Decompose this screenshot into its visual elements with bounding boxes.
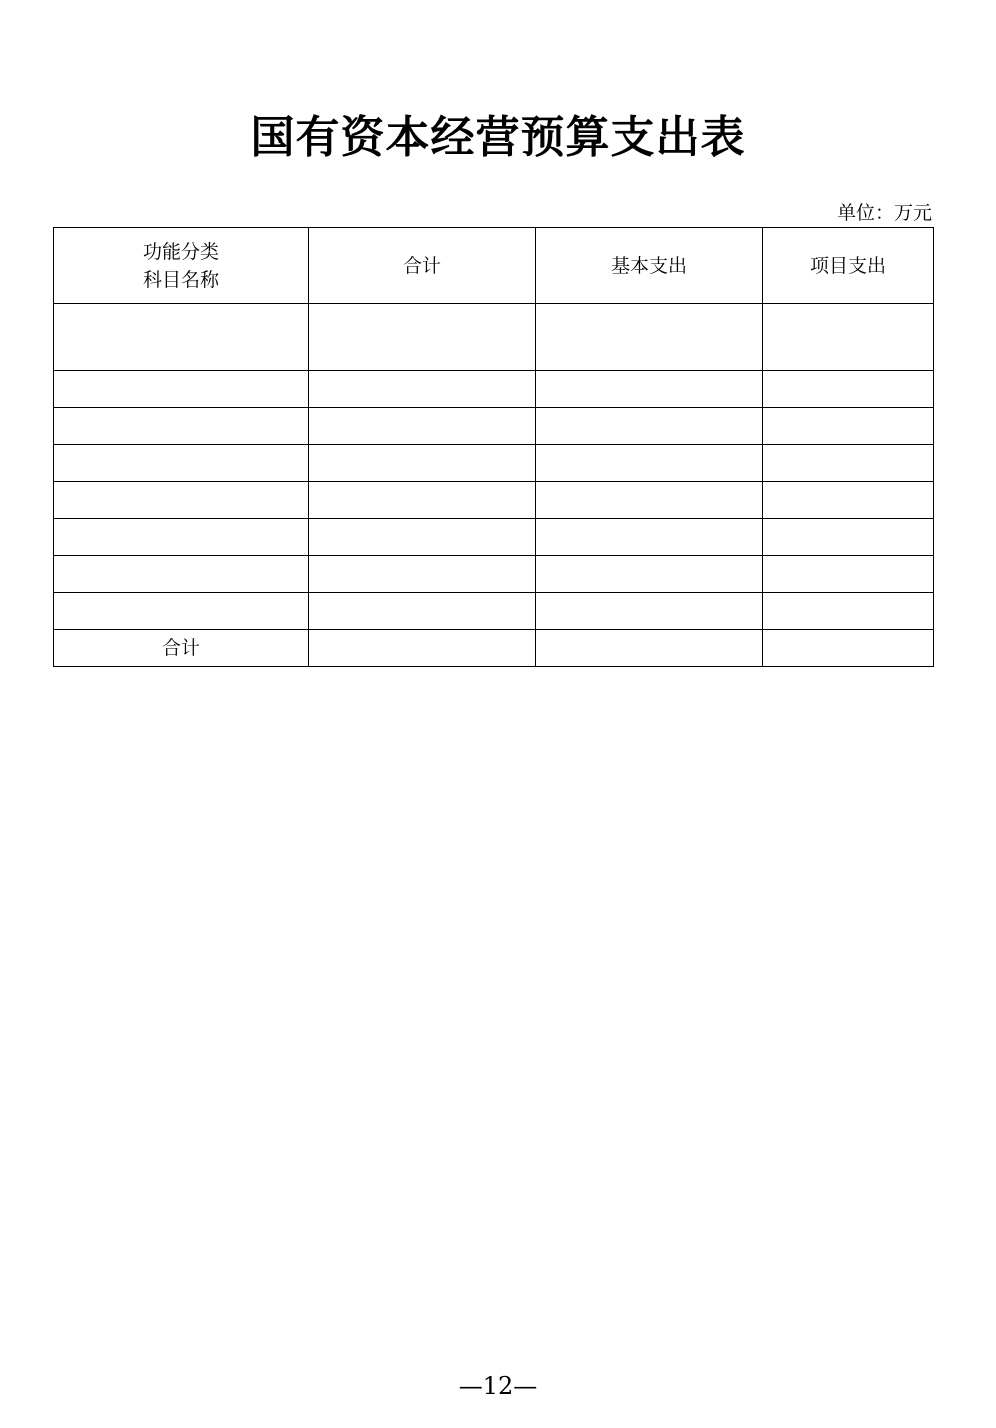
table-row [54,304,934,371]
table-cell [763,304,934,371]
table-cell [536,482,763,519]
header-col1-line1: 功能分类 [142,240,219,263]
table-cell [54,408,309,445]
table-cell [763,556,934,593]
page-title: 国有资本经营预算支出表 [250,112,746,163]
table-cell [309,371,536,408]
table-cell [54,556,309,593]
table-cell [763,445,934,482]
table-cell [763,408,934,445]
table-cell [309,630,536,667]
table-cell [54,593,309,630]
table-cell [309,482,536,519]
table-cell [54,304,309,371]
header-function-category [54,228,309,304]
table-cell [536,304,763,371]
header-basic-expenditure: 基本支出 [536,228,763,304]
table-row [54,519,934,556]
table-row [54,445,934,482]
table-header-row [54,228,934,304]
table-cell [536,408,763,445]
table-cell [309,519,536,556]
page-number: —12— [458,1372,538,1400]
table-row [54,371,934,408]
total-label: 合计 [54,630,309,667]
table-cell [54,482,309,519]
header-col1-line2: 科目名称 [142,268,219,291]
unit-label: 单位：万元 [836,202,932,224]
table-cell [536,556,763,593]
table-cell [763,630,934,667]
table-cell [763,519,934,556]
table-cell [536,371,763,408]
table-cell [536,445,763,482]
table-cell [309,304,536,371]
table-row [54,482,934,519]
table-cell [763,482,934,519]
header-project-expenditure: 项目支出 [763,228,934,304]
budget-table [53,227,934,667]
table-cell [309,593,536,630]
header-total: 合计 [309,228,536,304]
table-cell [54,445,309,482]
table-cell [536,593,763,630]
table-cell [54,371,309,408]
table-cell [536,519,763,556]
table-cell [536,630,763,667]
table-cell [763,371,934,408]
table-cell [309,445,536,482]
table-cell [309,556,536,593]
table-cell [309,408,536,445]
table-cell [763,593,934,630]
table-row [54,408,934,445]
table-cell [54,519,309,556]
table-row [54,556,934,593]
table-total-row [54,630,934,667]
table-row [54,593,934,630]
